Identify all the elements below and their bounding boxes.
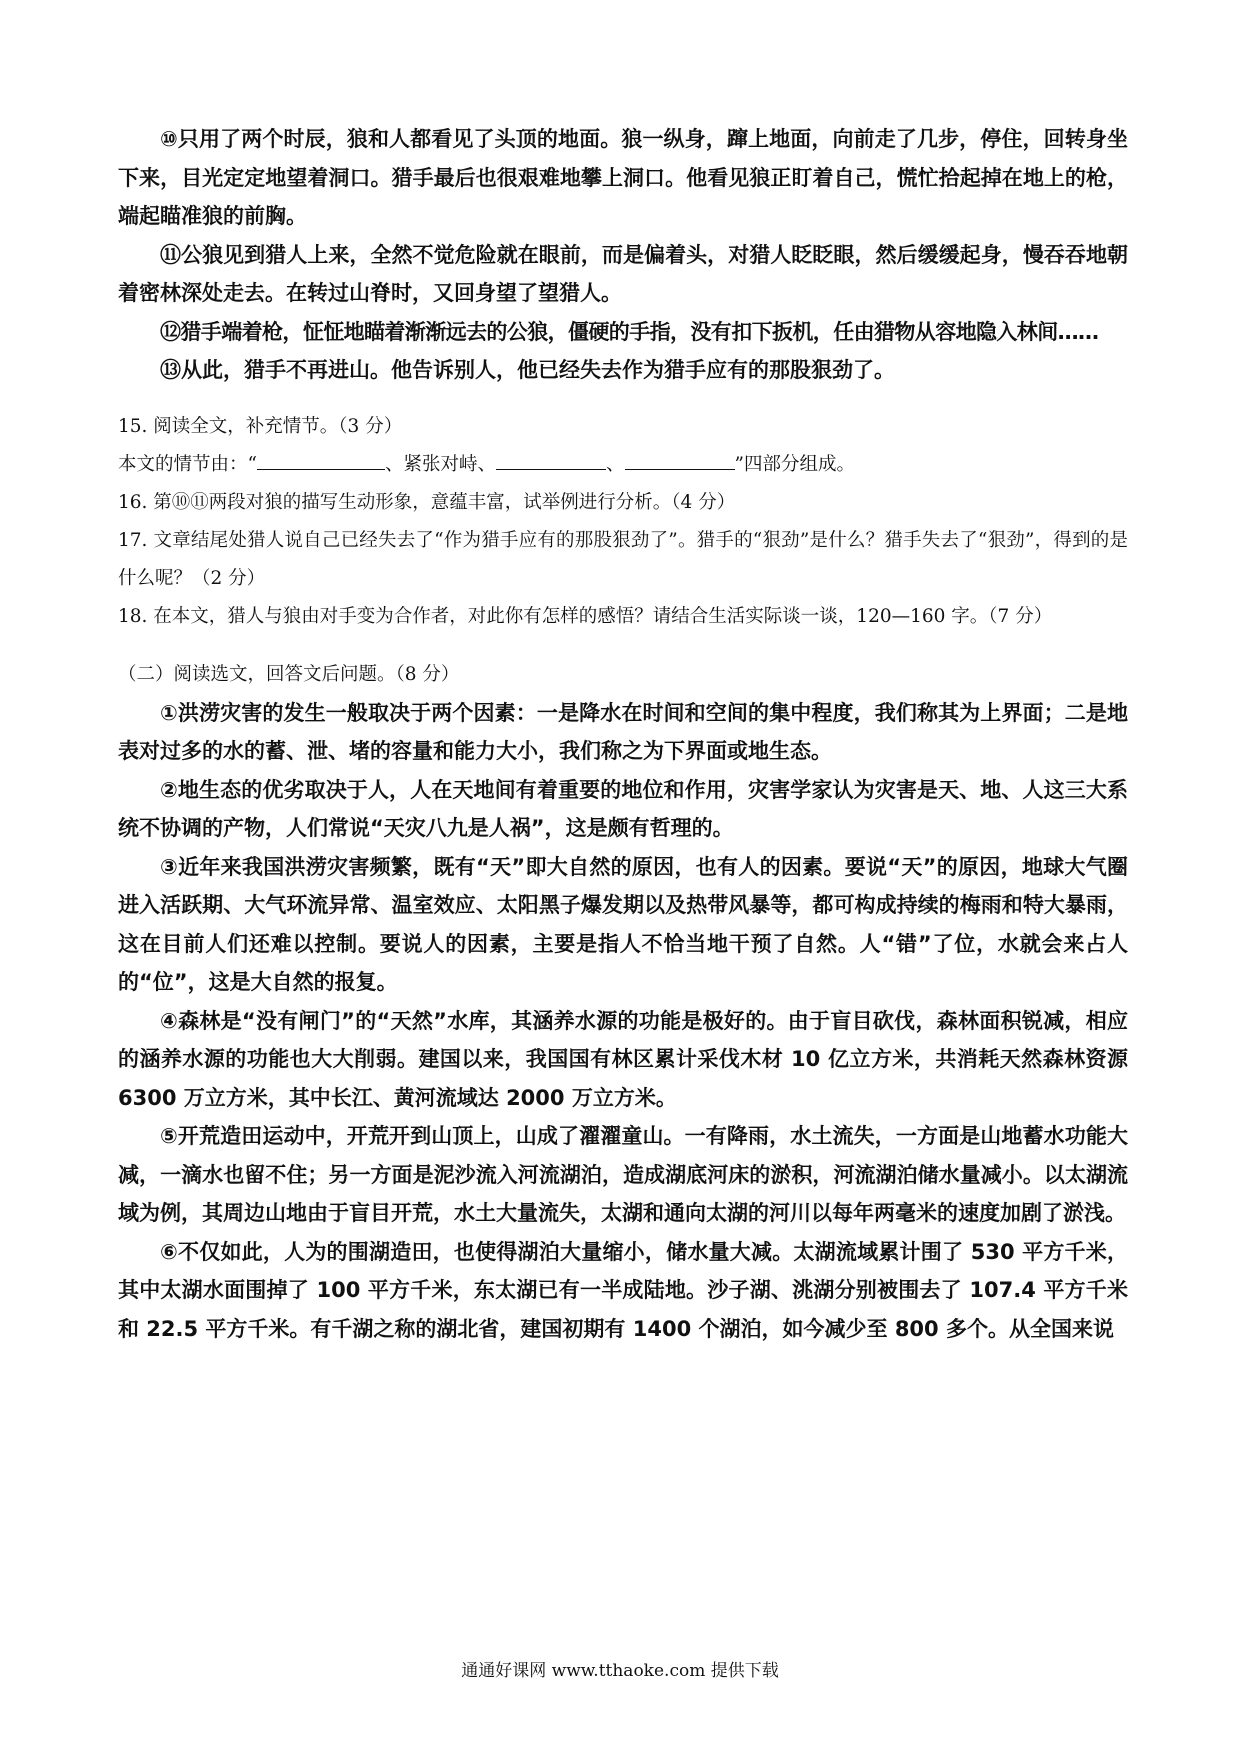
- q15-mid-1: 、紧张对峙、: [384, 453, 496, 475]
- q15-suffix: ”四部分组成。: [734, 453, 855, 475]
- spacer: [118, 390, 1128, 408]
- story-paragraph-11: ⑪公狼见到猎人上来，全然不觉危险就在眼前，而是偏着头，对猎人眨眨眼，然后缓缓起身，慢吞吞地朝着密林深处走去。在转过山脊时，又回身望了望猎人。: [118, 242, 1128, 305]
- section-2-paragraph-2: ②地生态的优劣取决于人，人在天地间有着重要的地位和作用，灾害学家认为灾害是天、地、人这三大系统不协调的产物，人们常说“天灾八九是人祸”，这是颇有哲理的。: [118, 777, 1128, 840]
- answer-blank-1[interactable]: [257, 447, 385, 470]
- q15-prefix: 本文的情节由：“: [118, 453, 257, 475]
- question-15: 15. 阅读全文，补充情节。（3 分）: [118, 415, 403, 437]
- story-paragraph-10: ⑩只用了两个时辰，狼和人都看见了头顶的地面。狼一纵身，蹿上地面，向前走了几步，停住，回转身坐下来，目光定定地望着洞口。猎手最后也很艰难地攀上洞口。他看见狼正盯着自己，慌忙拾起掉在地上的枪，端起瞄准狼的前胸。: [118, 127, 1128, 228]
- section-2-paragraph-4: ④森林是“没有闸门”的“天然”水库，其涵养水源的功能是极好的。由于盲目砍伐，森林面积锐减，相应的涵养水源的功能也大大削弱。建国以来，我国国有林区累计采伐木材 10 亿立方米，共消耗天然森林资源 6300 万立方米，其中长江、黄河流域达 2000 万立方米。: [118, 1008, 1128, 1110]
- document-page: [118, 120, 1128, 1348]
- question-16: 16. 第⑩⑪两段对狼的描写生动形象，意蕴丰富，试举例进行分析。（4 分）: [118, 491, 736, 513]
- answer-blank-2[interactable]: [496, 447, 606, 470]
- section-2-paragraph-5: ⑤开荒造田运动中，开荒开到山顶上，山成了濯濯童山。一有降雨，水土流失，一方面是山地蓄水功能大减，一滴水也留不住；另一方面是泥沙流入河流湖泊，造成湖底河床的淤积，河流湖泊储水量减小。以太湖流域为例，其周边山地由于盲目开荒，水土大量流失，太湖和通向太湖的河川以每年两毫米的速度加剧了淤浅。: [118, 1124, 1128, 1225]
- section-2-paragraph-6: ⑥不仅如此，人为的围湖造田，也使得湖泊大量缩小，储水量大减。太湖流域累计围了 530 平方千米，其中太湖水面围掉了 100 平方千米，东太湖已有一半成陆地。沙子湖、洮湖分别被围去了 107.4 平方千米和 22.5 平方千米。有千湖之称的湖北省，建国初期有 1400 个湖泊，如今减少至 800 多个。从全国来说: [118, 1239, 1128, 1341]
- story-paragraph-13: ⑬从此，猎手不再进山。他告诉别人，他已经失去作为猎手应有的那股狠劲了。: [160, 358, 895, 382]
- section-2-heading: （二）阅读选文，回答文后问题。（8 分）: [118, 663, 460, 685]
- spacer: [118, 636, 1128, 656]
- q15-mid-2: 、: [605, 453, 625, 475]
- page-footer: 通通好课网 www.tthaoke.com 提供下载: [461, 1661, 779, 1681]
- answer-blank-3[interactable]: [625, 447, 735, 470]
- question-17: 17. 文章结尾处猎人说自己已经失去了“作为猎手应有的那股狠劲了”。猎手的“狠劲”是什么？猎手失去了“狠劲”，得到的是什么呢？（2 分）: [118, 529, 1128, 589]
- story-paragraph-12: ⑫猎手端着枪，怔怔地瞄着渐渐远去的公狼，僵硬的手指，没有扣下扳机，任由猎物从容地隐入林间……: [160, 319, 1099, 344]
- section-2-paragraph-3: ③近年来我国洪涝灾害频繁，既有“天”即大自然的原因，也有人的因素。要说“天”的原因，地球大气圈进入活跃期、大气环流异常、温室效应、太阳黑子爆发期以及热带风暴等，都可构成持续的梅雨和特大暴雨，这在目前人们还难以控制。要说人的因素，主要是指人不恰当地干预了自然。人“错”了位，水就会来占人的“位”，这是大自然的报复。: [118, 854, 1128, 994]
- section-2-paragraph-1: ①洪涝灾害的发生一般取决于两个因素：一是降水在时间和空间的集中程度，我们称其为上界面；二是地表对过多的水的蓄、泄、堵的容量和能力大小，我们称之为下界面或地生态。: [118, 700, 1128, 763]
- question-15-fill-line: [118, 446, 1128, 484]
- question-18: 18. 在本文，猎人与狼由对手变为合作者，对此你有怎样的感悟？请结合生活实际谈一谈，120—160 字。（7 分）: [118, 605, 1053, 627]
